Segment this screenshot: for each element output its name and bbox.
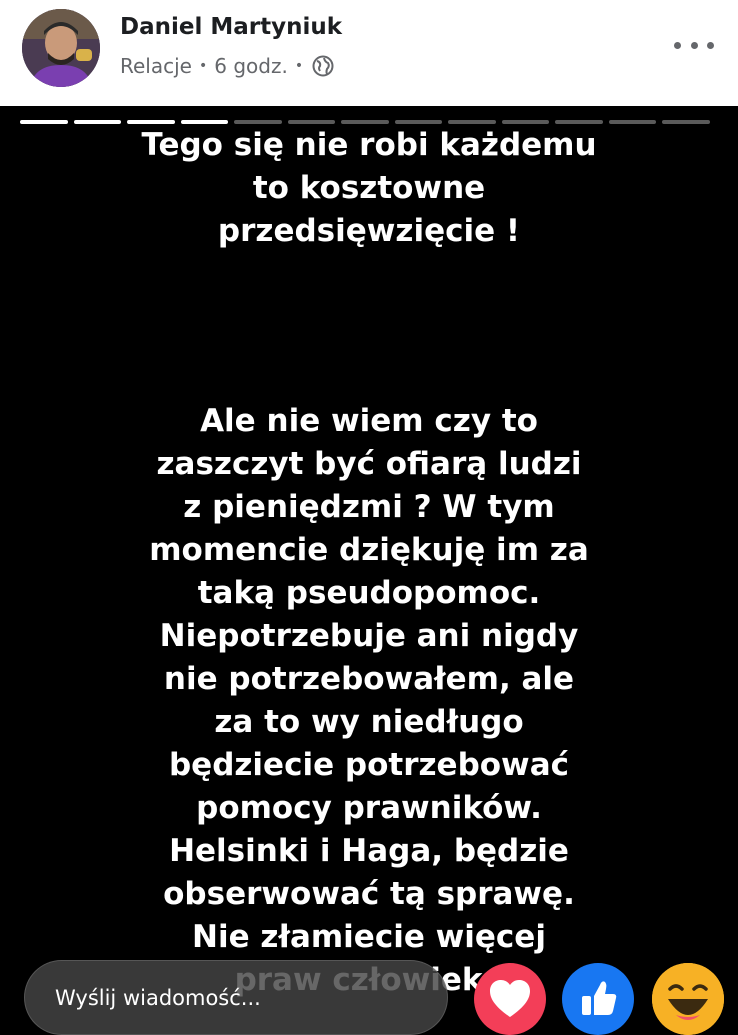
message-input[interactable]: [55, 986, 435, 1010]
laughing-face-icon[interactable]: [652, 963, 724, 1035]
avatar[interactable]: [22, 9, 100, 87]
story-text-top: Tego się nie robi każdemu to kosztowne przedsięwzięcie !: [141, 127, 597, 249]
meta-separator: •: [294, 58, 304, 74]
post-time[interactable]: 6 godz.: [214, 54, 288, 78]
author-name[interactable]: Daniel Martyniuk: [120, 14, 343, 40]
reply-box[interactable]: [24, 960, 448, 1035]
thumbs-up-icon[interactable]: [562, 963, 634, 1035]
meta-separator: •: [198, 58, 208, 74]
post-meta: [120, 52, 334, 80]
story-text-main: Ale nie wiem czy to zaszczyt być ofiarą ludzi z pieniędzmi ? W tym momencie dziękuję im za taką pseudopomoc. Niepotrzebuje ani nigdy nie potrzebowałem, ale za to wy niedługo będziecie potrzebować pomocy prawników. Helsinki i Haga, będzie obserwować tą sprawę. Nie złamiecie więcej: [149, 403, 589, 955]
source-label: Relacje: [120, 54, 192, 78]
post-header: [0, 0, 738, 106]
avatar-image: [22, 9, 100, 87]
more-options-icon[interactable]: [674, 30, 714, 60]
heart-icon[interactable]: [474, 963, 546, 1035]
globe-icon: [312, 55, 334, 77]
story-viewer[interactable]: [0, 106, 738, 1035]
